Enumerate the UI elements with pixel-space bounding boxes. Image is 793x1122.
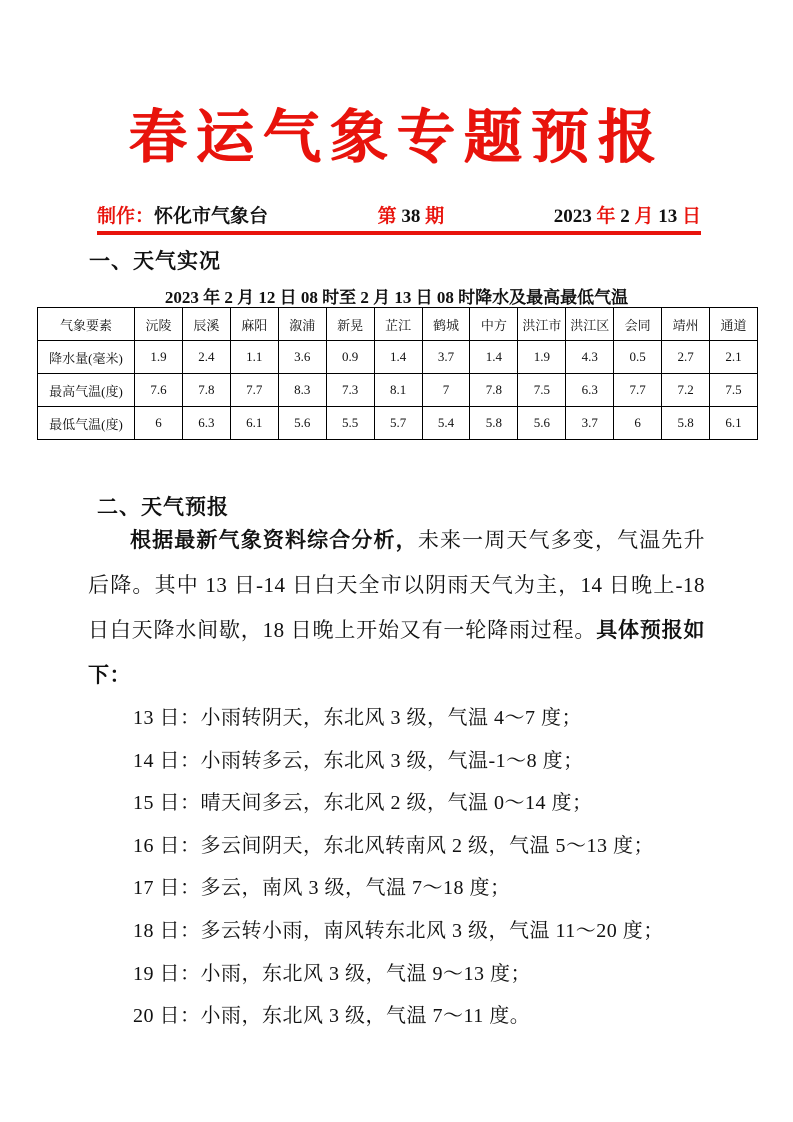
cell-value: 2.1 <box>710 341 758 374</box>
table-row-max-temp <box>38 374 758 407</box>
forecast-item-day15: 15 日：晴天间多云，东北风 2 级，气温 0～14 度； <box>133 792 593 815</box>
cell-value: 6.1 <box>710 407 758 440</box>
cell-value: 7.5 <box>710 374 758 407</box>
date-month-unit: 月 <box>634 206 654 227</box>
col-header-element: 气象要素 <box>38 308 135 341</box>
col-header-station: 沅陵 <box>135 308 183 341</box>
document-meta-row <box>97 201 701 228</box>
date-month: 2 <box>615 206 635 227</box>
cell-value: 7.6 <box>135 374 183 407</box>
cell-value: 1.9 <box>518 341 566 374</box>
intro-bold-lead: 根据最新气象资料综合分析， <box>130 528 418 552</box>
cell-value: 5.4 <box>422 407 470 440</box>
cell-value: 7.8 <box>182 374 230 407</box>
row-label: 最低气温(度) <box>38 407 135 440</box>
forecast-item-day18: 18 日：多云转小雨，南风转东北风 3 级，气温 11～20 度； <box>133 919 664 942</box>
forecast-item-day14: 14 日：小雨转多云，东北风 3 级，气温-1～8 度； <box>133 749 584 772</box>
issue-suffix: 期 <box>420 206 445 227</box>
cell-value: 3.6 <box>278 341 326 374</box>
producer-name: 怀化市气象台 <box>154 206 269 227</box>
cell-value: 0.9 <box>326 341 374 374</box>
forecast-intro-paragraph <box>88 518 705 698</box>
issue-value: 38 <box>401 206 421 227</box>
cell-value: 5.6 <box>518 407 566 440</box>
cell-value: 7.5 <box>518 374 566 407</box>
weather-table-title: 2023 年 2 月 12 日 08 时至 2 月 13 日 08 时降水及最高最低气温 <box>164 288 629 307</box>
cell-value: 2.4 <box>182 341 230 374</box>
cell-value: 5.8 <box>662 407 710 440</box>
cell-value: 7 <box>422 374 470 407</box>
col-header-station: 溆浦 <box>278 308 326 341</box>
issue-date <box>554 201 701 228</box>
forecast-item-day19: 19 日：小雨，东北风 3 级，气温 9～13 度； <box>133 962 531 985</box>
cell-value: 4.3 <box>566 341 614 374</box>
table-header-row <box>38 308 758 341</box>
cell-value: 7.8 <box>470 374 518 407</box>
cell-value: 7.7 <box>230 374 278 407</box>
forecast-item-day20: 20 日：小雨，东北风 3 级，气温 7～11 度。 <box>133 1005 531 1028</box>
cell-value: 3.7 <box>566 407 614 440</box>
cell-value: 6 <box>135 407 183 440</box>
cell-value: 8.1 <box>374 374 422 407</box>
issue-prefix: 第 <box>377 206 402 227</box>
intro-body: 未来一周天气多变，气温先升后降。其中 13 日-14 日白天全市以阴雨天气为主，14 日晚上-18 日白天降水间歇，18 日晚上开始又有一轮降雨过程。 <box>88 528 706 642</box>
col-header-station: 洪江区 <box>566 308 614 341</box>
section2-heading: 二、天气预报 <box>97 495 229 519</box>
intro-bold-tail: 具体预报如下： <box>88 618 705 687</box>
cell-value: 6.3 <box>182 407 230 440</box>
header-divider <box>97 231 701 235</box>
table-row-min-temp <box>38 407 758 440</box>
col-header-station: 靖州 <box>662 308 710 341</box>
col-header-station: 辰溪 <box>182 308 230 341</box>
producer-label: 制作： <box>97 206 155 227</box>
weather-observation-table <box>37 307 758 440</box>
cell-value: 0.5 <box>614 341 662 374</box>
forecast-item-day17: 17 日：多云，南风 3 级，气温 7～18 度； <box>133 877 511 900</box>
cell-value: 6.1 <box>230 407 278 440</box>
col-header-station: 芷江 <box>374 308 422 341</box>
cell-value: 1.9 <box>135 341 183 374</box>
col-header-station: 洪江市 <box>518 308 566 341</box>
daily-forecast-list <box>133 697 664 1038</box>
cell-value: 7.7 <box>614 374 662 407</box>
col-header-station: 通道 <box>710 308 758 341</box>
cell-value: 7.3 <box>326 374 374 407</box>
cell-value: 2.7 <box>662 341 710 374</box>
row-label: 最高气温(度) <box>38 374 135 407</box>
cell-value: 8.3 <box>278 374 326 407</box>
cell-value: 1.4 <box>470 341 518 374</box>
date-year-unit: 年 <box>596 206 616 227</box>
col-header-station: 麻阳 <box>230 308 278 341</box>
col-header-station: 鹤城 <box>422 308 470 341</box>
issue-number <box>378 201 445 228</box>
cell-value: 1.1 <box>230 341 278 374</box>
table-row-precipitation <box>38 341 758 374</box>
cell-value: 6.3 <box>566 374 614 407</box>
producer <box>97 201 268 228</box>
cell-value: 3.7 <box>422 341 470 374</box>
cell-value: 6 <box>614 407 662 440</box>
col-header-station: 中方 <box>470 308 518 341</box>
forecast-item-day16: 16 日：多云间阴天，东北风转南风 2 级，气温 5～13 度； <box>133 834 654 857</box>
section1-heading: 一、天气实况 <box>89 249 221 273</box>
col-header-station: 会同 <box>614 308 662 341</box>
col-header-station: 新晃 <box>326 308 374 341</box>
date-year: 2023 <box>553 206 597 227</box>
cell-value: 5.5 <box>326 407 374 440</box>
cell-value: 5.6 <box>278 407 326 440</box>
document-title: 春运气象专题预报 <box>128 105 665 170</box>
forecast-item-day13: 13 日：小雨转阴天，东北风 3 级，气温 4～7 度； <box>133 707 582 729</box>
row-label: 降水量(毫米) <box>38 341 135 374</box>
date-day: 13 <box>653 206 682 227</box>
cell-value: 1.4 <box>374 341 422 374</box>
cell-value: 5.8 <box>470 407 518 440</box>
date-day-unit: 日 <box>681 206 701 227</box>
cell-value: 5.7 <box>374 407 422 440</box>
cell-value: 7.2 <box>662 374 710 407</box>
